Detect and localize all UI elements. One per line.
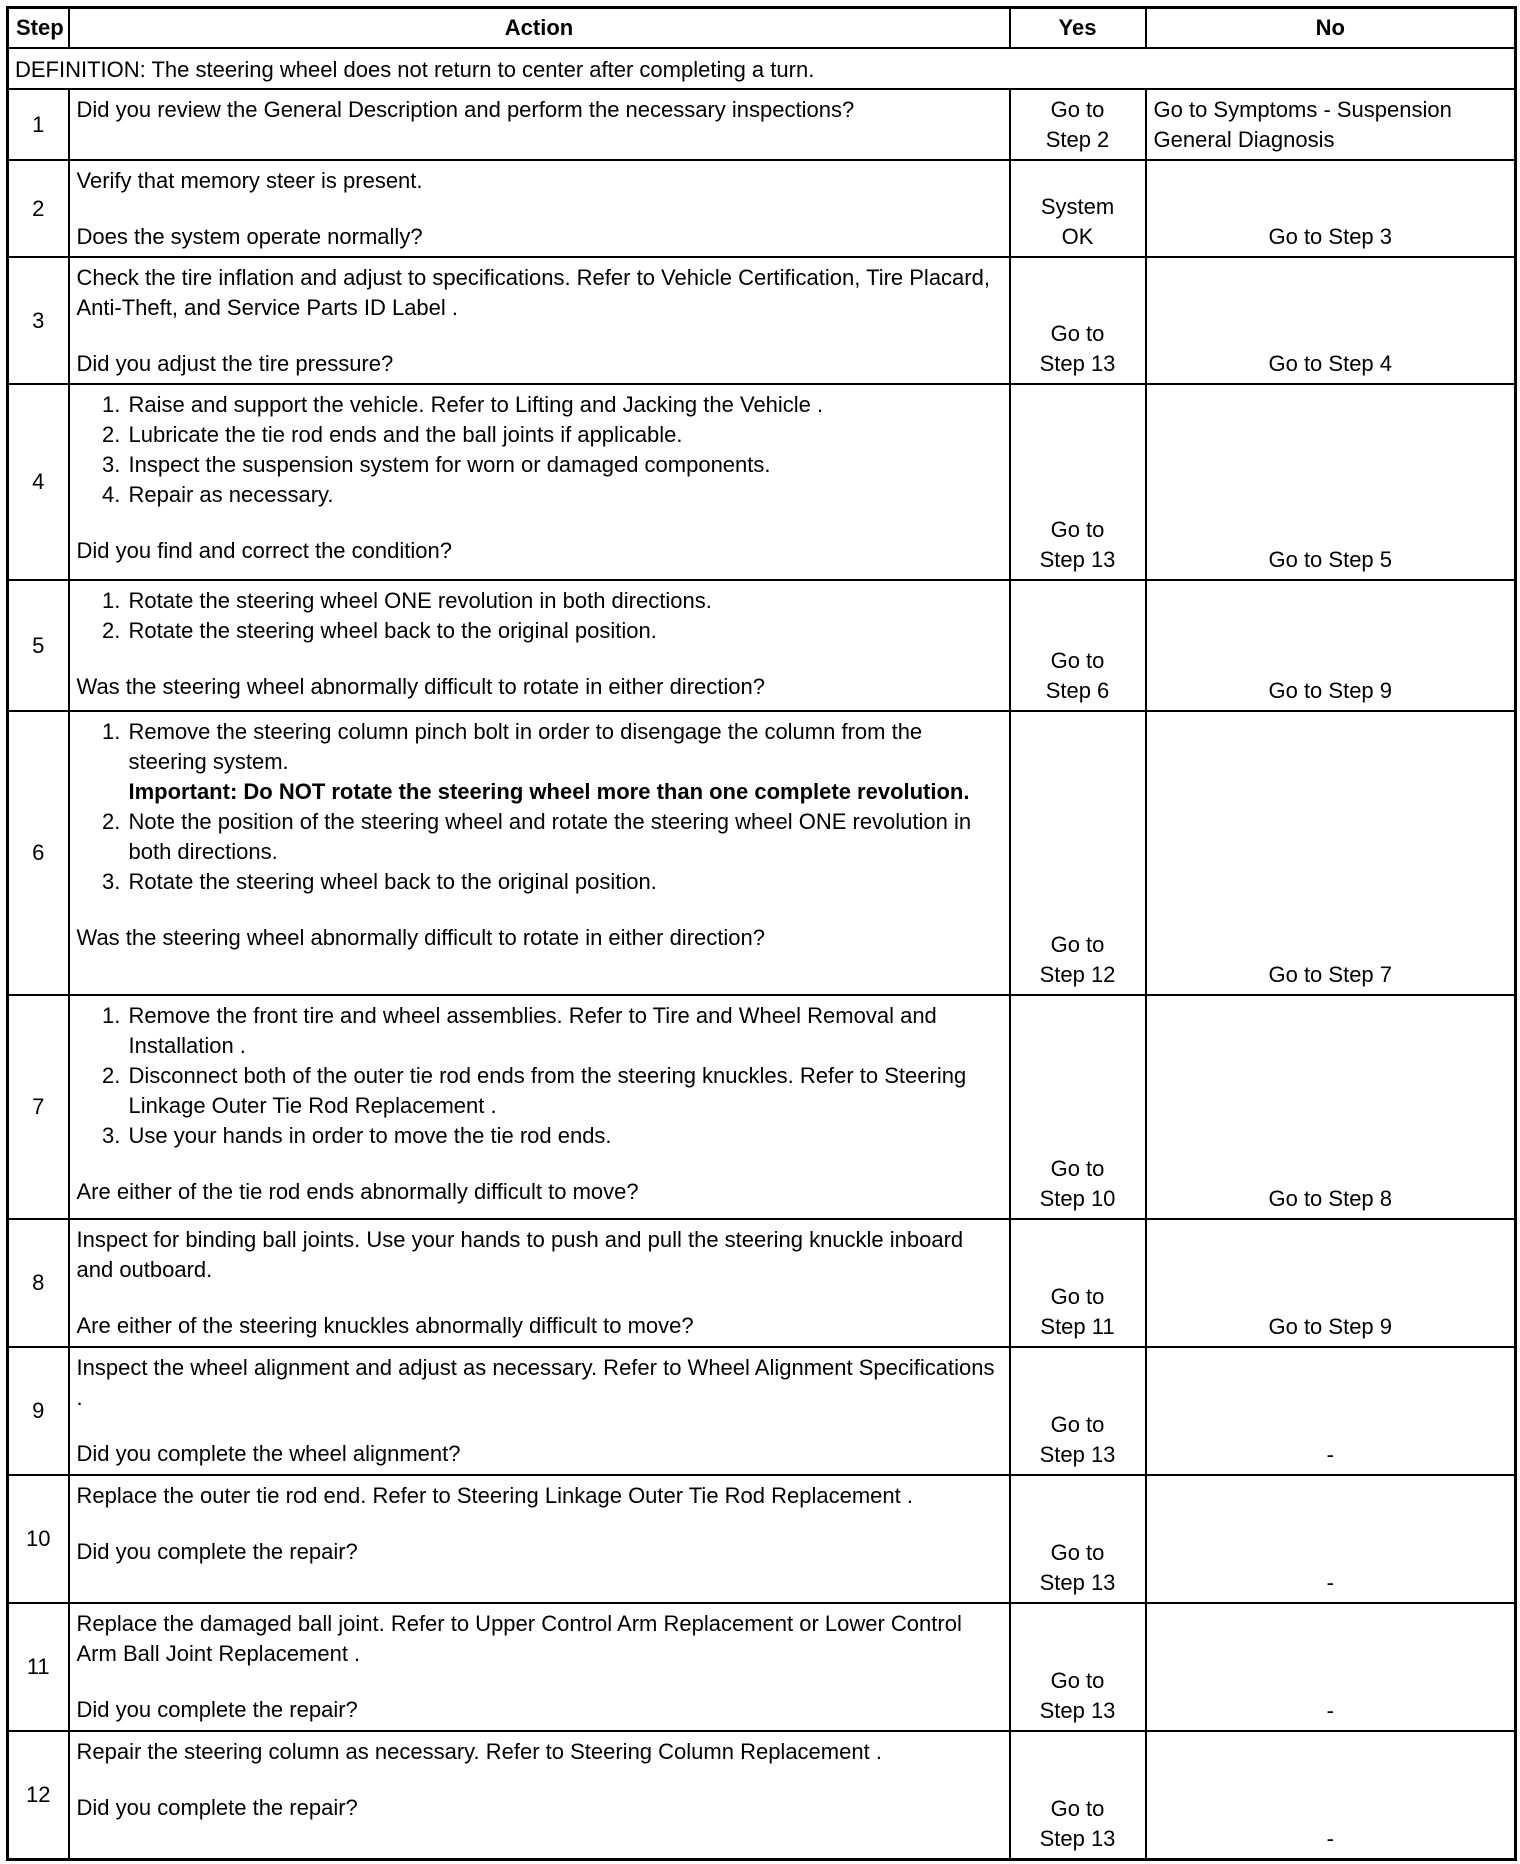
no-result-line: Go to Step 8 [1268, 1186, 1393, 1211]
spacer [77, 1767, 1002, 1793]
no-result-line: Go to Symptoms - Suspension [1153, 97, 1452, 122]
action-step-item [127, 420, 1002, 450]
yes-result-line: Go to [1050, 1668, 1105, 1693]
step-number: 9 [8, 1347, 69, 1475]
action-question: Did you complete the repair? [76, 1697, 358, 1722]
table-row [8, 580, 1516, 711]
yes-cell [1010, 89, 1146, 160]
no-cell [1146, 160, 1516, 257]
action-step-text: Inspect the suspension system for worn or damaged components. [128, 452, 771, 477]
action-step-text: Rotate the steering wheel back to the original position. [128, 618, 657, 643]
action-cell [69, 160, 1010, 257]
no-result-line: - [1326, 1698, 1334, 1723]
no-result-line: - [1326, 1570, 1334, 1595]
spacer [77, 510, 1002, 536]
no-result-line: Go to Step 3 [1268, 224, 1393, 249]
action-text: Verify that memory steer is present. [76, 168, 423, 193]
action-cell [69, 1475, 1010, 1603]
yes-result-line: System [1040, 194, 1115, 219]
action-step-item [127, 1121, 1002, 1151]
action-question: Are either of the tie rod ends abnormally difficult to move? [76, 1179, 639, 1204]
yes-result-line: Step 13 [1039, 1698, 1116, 1723]
definition-text: DEFINITION: The steering wheel does not return to center after completing a turn. [8, 48, 1516, 89]
action-step-text: Use your hands in order to move the tie rod ends. [128, 1123, 612, 1148]
table-row [8, 160, 1516, 257]
no-result-line: Go to Step 9 [1268, 1314, 1393, 1339]
yes-result-line: Step 2 [1045, 127, 1110, 152]
action-steps-list [77, 1001, 1002, 1151]
yes-result-line: Step 6 [1045, 678, 1110, 703]
action-question: Did you adjust the tire pressure? [76, 351, 394, 376]
action-step-text: Repair as necessary. [128, 482, 334, 507]
no-cell [1146, 711, 1516, 995]
action-text: Inspect the wheel alignment and adjust as necessary. Refer to Wheel Alignment Specifications . [76, 1355, 995, 1410]
yes-cell [1010, 160, 1146, 257]
yes-cell [1010, 257, 1146, 384]
action-cell [69, 384, 1010, 580]
action-cell [69, 580, 1010, 711]
yes-cell [1010, 1475, 1146, 1603]
action-question: Was the steering wheel abnormally difficult to rotate in either direction? [76, 674, 765, 699]
action-step-item [127, 450, 1002, 480]
action-text: Replace the outer tie rod end. Refer to Steering Linkage Outer Tie Rod Replacement . [76, 1483, 913, 1508]
step-number: 10 [8, 1475, 69, 1603]
action-step-item [127, 807, 1002, 867]
table-row [8, 257, 1516, 384]
step-number: 4 [8, 384, 69, 580]
yes-result-line: Go to [1050, 97, 1105, 122]
table-row [8, 1219, 1516, 1347]
yes-result-line: Step 11 [1040, 1314, 1115, 1339]
action-cell [69, 257, 1010, 384]
action-question: Did you complete the repair? [76, 1539, 358, 1564]
action-step-item [127, 480, 1002, 510]
action-cell [69, 1731, 1010, 1859]
no-cell [1146, 89, 1516, 160]
no-result-line: Go to Step 7 [1268, 962, 1393, 987]
yes-result-line: Go to [1050, 1284, 1105, 1309]
action-step-text: Rotate the steering wheel back to the original position. [128, 869, 657, 894]
spacer [77, 1511, 1002, 1537]
no-cell [1146, 1219, 1516, 1347]
yes-result-line: Step 13 [1039, 547, 1116, 572]
important-note: Important: Do NOT rotate the steering wheel more than one complete revolution. [128, 779, 970, 804]
yes-cell [1010, 1731, 1146, 1859]
header-step: Step [8, 8, 69, 49]
yes-result-line: Step 13 [1039, 1825, 1116, 1851]
action-step-item [127, 390, 1002, 420]
spacer [77, 1413, 1002, 1439]
diagnostic-table [6, 6, 1517, 1861]
action-step-item [127, 616, 1002, 646]
action-step-text: Lubricate the tie rod ends and the ball joints if applicable. [128, 422, 683, 447]
table-row [8, 1347, 1516, 1475]
yes-result-line: Go to [1050, 321, 1105, 346]
action-cell [69, 1219, 1010, 1347]
spacer [77, 1151, 1002, 1177]
no-result-line: - [1326, 1825, 1334, 1851]
no-result-line: Go to Step 5 [1268, 547, 1393, 572]
action-step-text: Disconnect both of the outer tie rod ends from the steering knuckles. Refer to Steering Linkage Outer Tie Rod Replacement . [128, 1063, 967, 1118]
action-cell [69, 1603, 1010, 1731]
action-step-text: Remove the front tire and wheel assemblies. Refer to Tire and Wheel Removal and Installation . [128, 1003, 937, 1058]
no-cell [1146, 580, 1516, 711]
yes-result-line: OK [1061, 224, 1094, 249]
no-result-line: - [1326, 1442, 1334, 1467]
action-step-text: Rotate the steering wheel ONE revolution in both directions. [128, 588, 712, 613]
no-result-line: Go to Step 4 [1268, 351, 1393, 376]
header-yes: Yes [1010, 8, 1146, 49]
yes-result-line: Step 13 [1039, 1442, 1116, 1467]
no-result-line: Go to Step 9 [1268, 678, 1393, 703]
no-cell [1146, 1731, 1516, 1859]
diagnostic-table-container [6, 6, 1514, 1861]
no-cell [1146, 1475, 1516, 1603]
yes-cell [1010, 711, 1146, 995]
action-step-text: Remove the steering column pinch bolt in order to disengage the column from the steering system. [128, 719, 923, 774]
step-number: 12 [8, 1731, 69, 1859]
no-result-line: General Diagnosis [1153, 127, 1335, 152]
spacer [77, 1285, 1002, 1311]
header-row [8, 8, 1516, 49]
action-cell [69, 711, 1010, 995]
no-cell [1146, 1347, 1516, 1475]
action-step-item [127, 867, 1002, 897]
action-text: Did you review the General Description and perform the necessary inspections? [76, 97, 855, 122]
step-number: 5 [8, 580, 69, 711]
action-question: Did you complete the repair? [76, 1795, 358, 1820]
yes-result-line: Step 12 [1039, 962, 1116, 987]
table-row [8, 1731, 1516, 1859]
action-cell [69, 89, 1010, 160]
action-step-item [127, 586, 1002, 616]
yes-result-line: Go to [1050, 1412, 1105, 1437]
action-step-text: Raise and support the vehicle. Refer to Lifting and Jacking the Vehicle . [128, 392, 824, 417]
yes-result-line: Go to [1050, 517, 1105, 542]
table-row [8, 711, 1516, 995]
spacer [77, 196, 1002, 222]
action-question: Does the system operate normally? [76, 224, 423, 249]
table-row [8, 995, 1516, 1219]
action-question: Was the steering wheel abnormally difficult to rotate in either direction? [76, 925, 765, 950]
action-text: Inspect for binding ball joints. Use your hands to push and pull the steering knuckle inboard and outboard. [76, 1227, 964, 1282]
action-cell [69, 1347, 1010, 1475]
no-cell [1146, 1603, 1516, 1731]
action-steps-list [77, 717, 1002, 897]
action-step-item [127, 717, 1002, 807]
action-step-item [127, 1061, 1002, 1121]
definition-row [8, 48, 1516, 89]
action-step-item [127, 1001, 1002, 1061]
table-row [8, 1475, 1516, 1603]
table-row [8, 1603, 1516, 1731]
spacer [77, 646, 1002, 672]
header-action: Action [69, 8, 1010, 49]
step-number: 6 [8, 711, 69, 995]
table-row [8, 384, 1516, 580]
action-text: Repair the steering column as necessary. Refer to Steering Column Replacement . [76, 1739, 882, 1764]
action-question: Did you find and correct the condition? [76, 538, 452, 563]
action-cell [69, 995, 1010, 1219]
yes-result-line: Step 10 [1039, 1186, 1116, 1211]
no-cell [1146, 995, 1516, 1219]
action-text: Check the tire inflation and adjust to specifications. Refer to Vehicle Certification, Tire Placard, Anti-Theft, and Service Parts ID Label . [76, 265, 990, 320]
spacer [77, 323, 1002, 349]
yes-cell [1010, 580, 1146, 711]
step-number: 7 [8, 995, 69, 1219]
no-cell [1146, 384, 1516, 580]
yes-result-line: Step 13 [1039, 351, 1116, 376]
spacer [77, 897, 1002, 923]
yes-result-line: Go to [1050, 1156, 1105, 1181]
yes-result-line: Step 13 [1039, 1570, 1116, 1595]
yes-result-line: Go to [1050, 1795, 1105, 1821]
step-number: 8 [8, 1219, 69, 1347]
yes-result-line: Go to [1050, 1540, 1105, 1565]
action-text: Replace the damaged ball joint. Refer to Upper Control Arm Replacement or Lower Control Arm Ball Joint Replacement . [76, 1611, 962, 1666]
yes-cell [1010, 384, 1146, 580]
spacer [77, 1669, 1002, 1695]
table-row [8, 89, 1516, 160]
no-cell [1146, 257, 1516, 384]
action-question: Are either of the steering knuckles abnormally difficult to move? [76, 1313, 694, 1338]
yes-cell [1010, 1347, 1146, 1475]
step-number: 1 [8, 89, 69, 160]
header-no: No [1146, 8, 1516, 49]
action-steps-list [77, 586, 1002, 646]
action-steps-list [77, 390, 1002, 510]
action-question: Did you complete the wheel alignment? [76, 1441, 461, 1466]
yes-result-line: Go to [1050, 648, 1105, 673]
yes-cell [1010, 995, 1146, 1219]
yes-cell [1010, 1603, 1146, 1731]
step-number: 2 [8, 160, 69, 257]
step-number: 11 [8, 1603, 69, 1731]
yes-result-line: Go to [1050, 932, 1105, 957]
yes-cell [1010, 1219, 1146, 1347]
step-number: 3 [8, 257, 69, 384]
action-step-text: Note the position of the steering wheel and rotate the steering wheel ONE revolution in both directions. [128, 809, 972, 864]
